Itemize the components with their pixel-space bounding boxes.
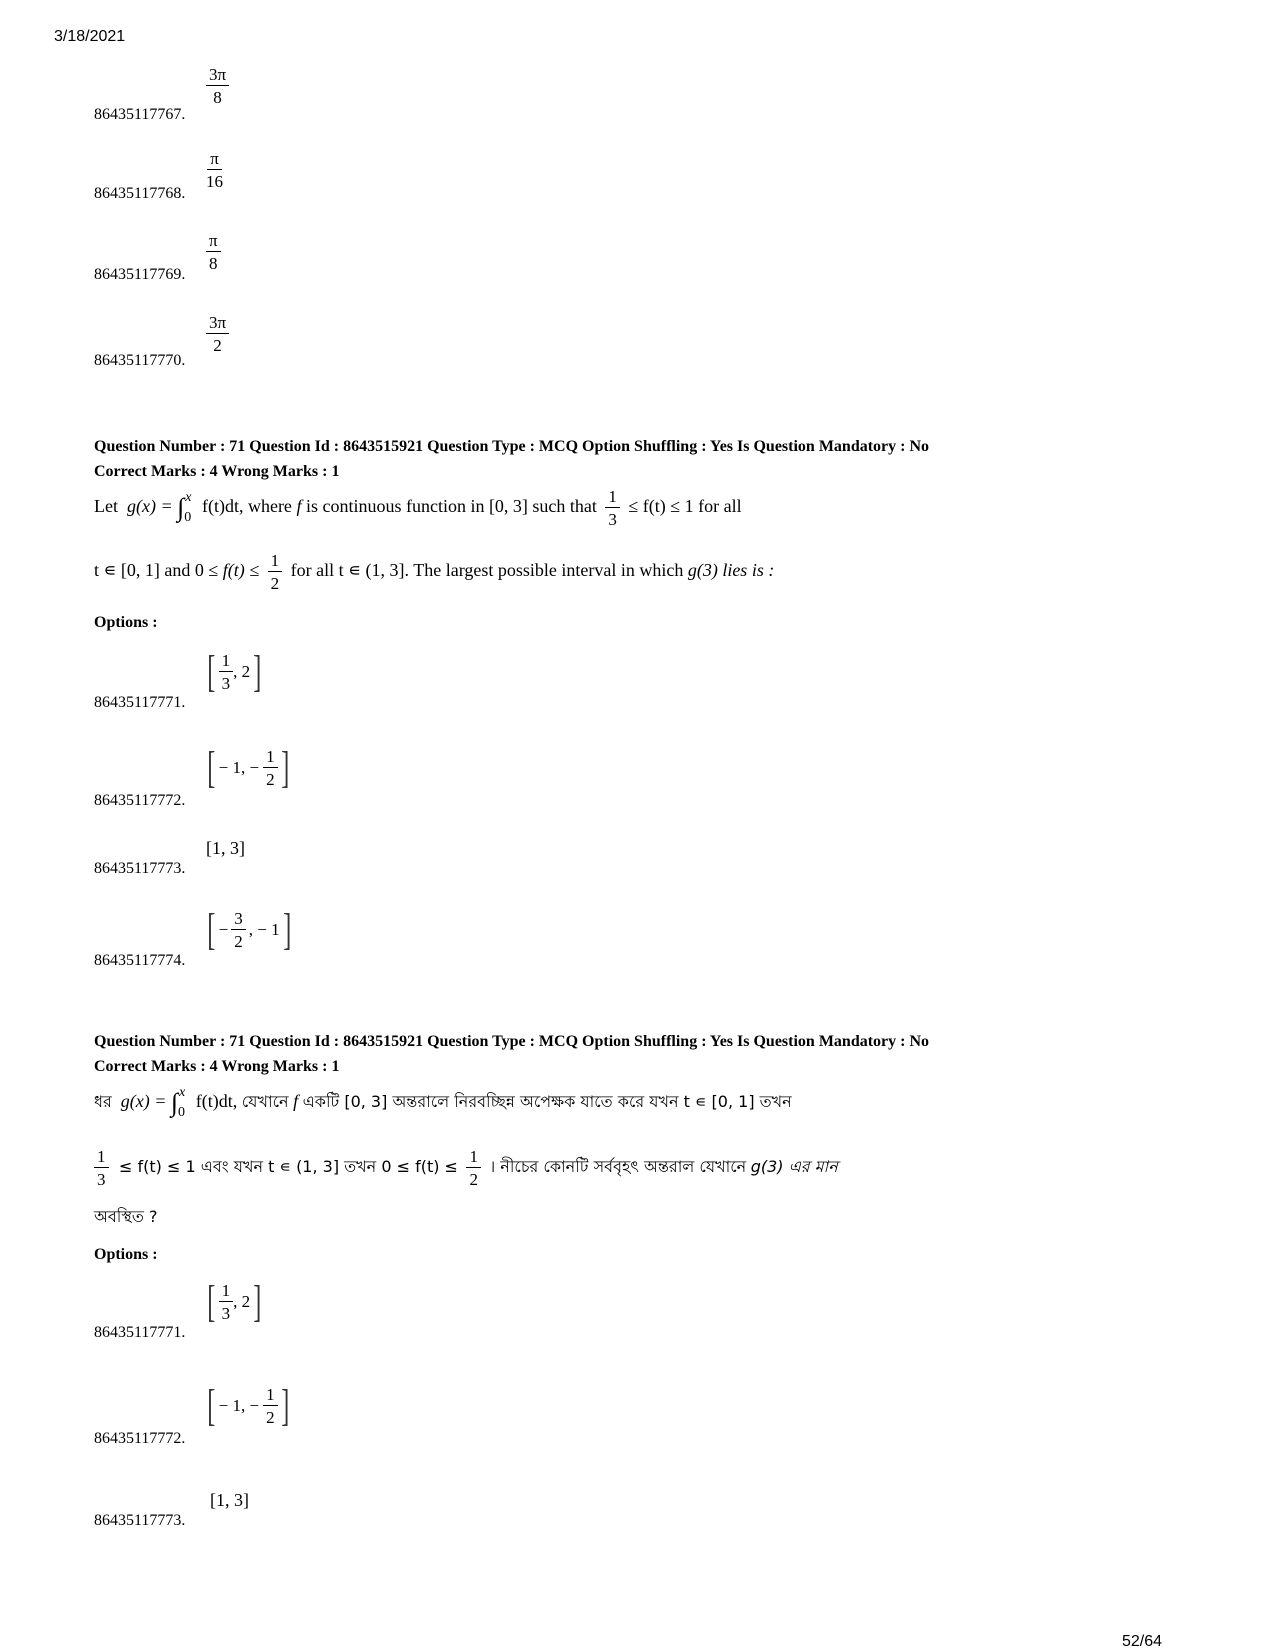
option-id: 86435117772.	[94, 1430, 186, 1447]
option-id: 86435117770.	[94, 352, 186, 369]
question-text-line-2: $\frac{1}{3}$ ≤ f(t) ≤ 1 এবং যখন t ∊ (1, 3] তখন 0 ≤ f(t) ≤ $\frac{1}{2}$ । নীচের কোনটি সর্ববৃহৎ অন্তরাল যেখানে g(3) এর মান	[94, 1148, 838, 1188]
option-id: 86435117774.	[94, 952, 186, 969]
option-id: 86435117773.	[94, 860, 186, 877]
option-id: 86435117769.	[94, 266, 186, 283]
question-text-line-2: t ∊ [0, 1] and 0 ≤ f(t) ≤ $\frac{1}{2}$ for all t ∊ (1, 3]. The largest possible interval in which g(3) lies is :	[94, 551, 775, 593]
question-header: Question Number : 71 Question Id : 8643515921 Question Type : MCQ Option Shuffling : Yes Is Question Mandatory : No Correct Marks : 4 Wrong Marks : 1	[94, 1033, 930, 1075]
option-interval: [ − 1, − $\frac{1}{2}$ ]	[207, 1381, 289, 1430]
option-fraction: $\frac{3\pi}{2}$	[206, 314, 229, 354]
option-id: 86435117773.	[94, 1512, 186, 1529]
question-text-line-1: Let $g(x) = \int_0^x$ f(t)dt, where f is continuous function in [0, 3] such that $\frac{1}{3}$ ≤ f(t) ≤ 1 for all	[94, 487, 742, 529]
option-interval: [ $\frac{1}{3}$ , 2 ]	[207, 1277, 262, 1326]
option-fraction: $\frac{\pi}{8}$	[206, 232, 221, 272]
page-number: 52/64	[1121, 1633, 1162, 1650]
option-fraction: $\frac{\pi}{16}$	[206, 149, 223, 191]
options-label: Options :	[94, 614, 158, 631]
option-fraction: $\frac{3\pi}{8}$	[206, 66, 229, 106]
option-interval: [ − $\frac{3}{2}$ , − 1 ]	[207, 905, 291, 954]
question-text-line-3: অবস্থিত ?	[94, 1207, 158, 1226]
options-label: Options :	[94, 1246, 158, 1263]
option-id: 86435117771.	[94, 1324, 186, 1341]
print-date: 3/18/2021	[54, 28, 126, 45]
question-text-line-1: ধর $g(x) = \int_0^x$ f(t)dt, যেখানে f একটি [0, 3] অন্তরালে নিরবচ্ছিন্ন অপেক্ষক যাতে করে যখন t ∊ [0, 1] তখন	[94, 1085, 792, 1120]
option-id: 86435117768.	[94, 185, 186, 202]
option-id: 86435117772.	[94, 792, 186, 809]
option-id: 86435117767.	[94, 106, 186, 123]
option-interval: [1, 3]	[206, 838, 245, 858]
option-interval: [ − 1, − $\frac{1}{2}$ ]	[207, 743, 289, 792]
option-id: 86435117771.	[94, 694, 186, 711]
option-interval: [ $\frac{1}{3}$ , 2 ]	[207, 647, 262, 696]
option-interval: [1, 3]	[210, 1490, 249, 1510]
question-header: Question Number : 71 Question Id : 8643515921 Question Type : MCQ Option Shuffling : Yes Is Question Mandatory : No Correct Marks : 4 Wrong Marks : 1	[94, 438, 930, 480]
